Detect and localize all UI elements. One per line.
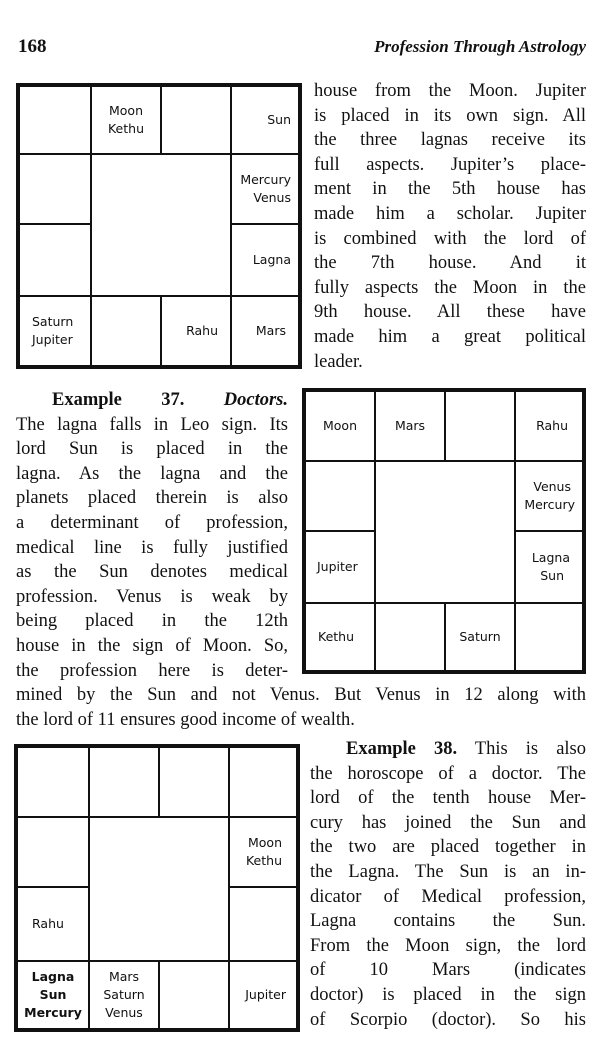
text-line: lord of the tenth house Mer- xyxy=(310,788,586,809)
text-line: house from the Moon. Jupiter xyxy=(314,81,586,101)
text-line: medical line is fully justified xyxy=(16,537,288,558)
chart3-bottom-3 xyxy=(158,960,230,1030)
example-37-heading: Example 37. xyxy=(52,390,185,410)
chart1-right-2 xyxy=(230,153,300,225)
planet-label: Saturn xyxy=(32,314,74,329)
planet-label: Rahu xyxy=(536,418,568,433)
horoscope-chart-3 xyxy=(14,744,300,1032)
planet-label: Mars xyxy=(108,969,140,984)
text-line: the lord of 11 ensures good income of wealth. xyxy=(16,709,355,730)
chart3-right-2 xyxy=(228,816,298,888)
chart3-right-3 xyxy=(228,886,298,962)
chart3-top-1 xyxy=(16,746,90,818)
planet-label: Jupiter xyxy=(32,332,73,347)
planet-label: Kethu xyxy=(318,629,355,644)
text-line: doctor) is placed in the sign xyxy=(310,984,586,1005)
example-37-subject: Doctors. xyxy=(223,390,289,410)
planet-label: Moon xyxy=(108,103,143,118)
planet-label: Sun xyxy=(39,987,67,1002)
planet-label: Mercury xyxy=(524,497,575,512)
chart2-left-2 xyxy=(304,460,376,532)
chart2-right-3 xyxy=(514,530,584,604)
running-title: Profession Through Astrology xyxy=(374,37,586,56)
planet-label: Kethu xyxy=(245,853,282,868)
planet-label: Jupiter xyxy=(317,559,358,574)
planet-label: Saturn xyxy=(103,987,145,1002)
planet-label: Venus xyxy=(253,190,291,205)
text-line: fully aspects the Moon in the xyxy=(314,277,586,298)
text-line: leader. xyxy=(314,351,363,372)
example-38-heading-line xyxy=(310,737,586,762)
text-line: the profession here is deter- xyxy=(16,660,288,681)
chart1-top-3 xyxy=(160,85,232,155)
planet-label: Sun xyxy=(267,112,291,127)
text-line: the horoscope of a doctor. The xyxy=(310,763,586,784)
chart1-left-2 xyxy=(18,153,92,225)
planet-label: Mars xyxy=(255,323,286,338)
example-38-heading: Example 38. xyxy=(346,739,458,759)
horoscope-chart-2 xyxy=(302,388,586,674)
planet-label: Saturn xyxy=(459,629,501,644)
text-line: made him a scholar. Jupiter xyxy=(314,203,586,224)
chart2-top-1 xyxy=(304,390,376,462)
planet-label: Moon xyxy=(247,835,282,850)
example-37-heading-line xyxy=(16,388,288,413)
chart2-top-4 xyxy=(514,390,584,462)
text-line: From the Moon sign, the lord xyxy=(310,935,586,956)
page-number: 168 xyxy=(18,36,47,57)
planet-label: Rahu xyxy=(186,323,218,338)
chart2-bottom-2 xyxy=(374,602,446,672)
text-line: profession. Venus is weak by xyxy=(16,586,288,607)
planet-label: Mercury xyxy=(240,172,291,187)
text-line: ment in the 5th house has xyxy=(314,179,586,200)
chart3-top-2 xyxy=(88,746,160,818)
chart1-bottom-4 xyxy=(230,295,300,367)
planet-label: Lagna xyxy=(31,969,75,984)
text-line: as the Sun denotes medical xyxy=(16,562,288,583)
text-line: of Scorpio (doctor). So his xyxy=(310,1009,586,1030)
chart1-right-3 xyxy=(230,223,300,297)
chart2-bottom-4 xyxy=(514,602,584,672)
text-line: made him a great political xyxy=(314,326,586,347)
example-38-text xyxy=(310,737,586,1032)
text-line: Lagna contains the Sun. xyxy=(310,911,586,932)
text-line: The lagna falls in Leo sign. Its xyxy=(16,414,288,435)
planet-label: Venus xyxy=(533,479,571,494)
planet-label: Moon xyxy=(322,418,357,433)
text-line: lagna. As the lagna and the xyxy=(16,463,288,484)
text-line: the Lagna. The Sun is an in- xyxy=(310,861,586,882)
chart1-left-3 xyxy=(18,223,92,297)
planet-label: Sun xyxy=(540,568,564,583)
chart2-bottom-1 xyxy=(304,602,376,672)
text-line: of 10 Mars (indicates xyxy=(310,960,586,981)
planet-label: Mercury xyxy=(24,1005,82,1020)
text-line: dicator of Medical profession, xyxy=(310,886,586,907)
chart3-top-4 xyxy=(228,746,298,818)
text-line: 9th house. All these have xyxy=(314,302,586,323)
text-line: the two are placed together in xyxy=(310,837,586,858)
planet-label: Venus xyxy=(105,1005,143,1020)
chart1-bottom-2 xyxy=(90,295,162,367)
chart1-bottom-1 xyxy=(18,295,92,367)
text-line: is combined with the lord of xyxy=(314,228,586,249)
planet-label: Lagna xyxy=(252,252,291,267)
chart2-top-2 xyxy=(374,390,446,462)
chart2-top-3 xyxy=(444,390,516,462)
chart2-right-2 xyxy=(514,460,584,532)
chart1-top-2 xyxy=(90,85,162,155)
chart1-top-1 xyxy=(18,85,92,155)
planet-label: Mars xyxy=(394,418,426,433)
text-line: full aspects. Jupiter’s place- xyxy=(314,154,586,175)
text-line: mined by the Sun and not Venus. But Venus in 12 along with xyxy=(16,685,586,705)
paragraph-chart1-text xyxy=(314,79,586,374)
text-line: lord Sun is placed in the xyxy=(16,439,288,460)
text-line: the three lagnas receive its xyxy=(314,130,586,151)
text-line: house in the sign of Moon. So, xyxy=(16,635,288,656)
horoscope-chart-1 xyxy=(16,83,302,369)
text-line: being placed in the 12th xyxy=(16,611,288,632)
planet-label: Lagna xyxy=(531,550,570,565)
text-line: planets placed therein is also xyxy=(16,488,288,509)
chart1-bottom-3 xyxy=(160,295,232,367)
chart1-top-4 xyxy=(230,85,300,155)
chart2-bottom-3 xyxy=(444,602,516,672)
planet-label: Rahu xyxy=(32,916,64,931)
chart3-bottom-4 xyxy=(228,960,298,1030)
chart3-bottom-1 xyxy=(16,960,90,1030)
chart3-left-3 xyxy=(16,886,90,962)
chart3-bottom-2 xyxy=(88,960,160,1030)
example-37-text xyxy=(16,388,288,683)
example-37-full-text xyxy=(16,683,586,732)
text-line: is placed in its own sign. All xyxy=(314,105,586,126)
planet-label: Kethu xyxy=(107,121,144,136)
chart3-left-2 xyxy=(16,816,90,888)
chart3-top-3 xyxy=(158,746,230,818)
text-line: a determinant of profession, xyxy=(16,512,288,533)
text-line: cury has joined the Sun and xyxy=(310,812,586,833)
chart2-left-3 xyxy=(304,530,376,604)
text-line: the 7th house. And it xyxy=(314,253,586,274)
text-fragment: This is also xyxy=(457,739,587,759)
planet-label: Jupiter xyxy=(245,987,286,1002)
